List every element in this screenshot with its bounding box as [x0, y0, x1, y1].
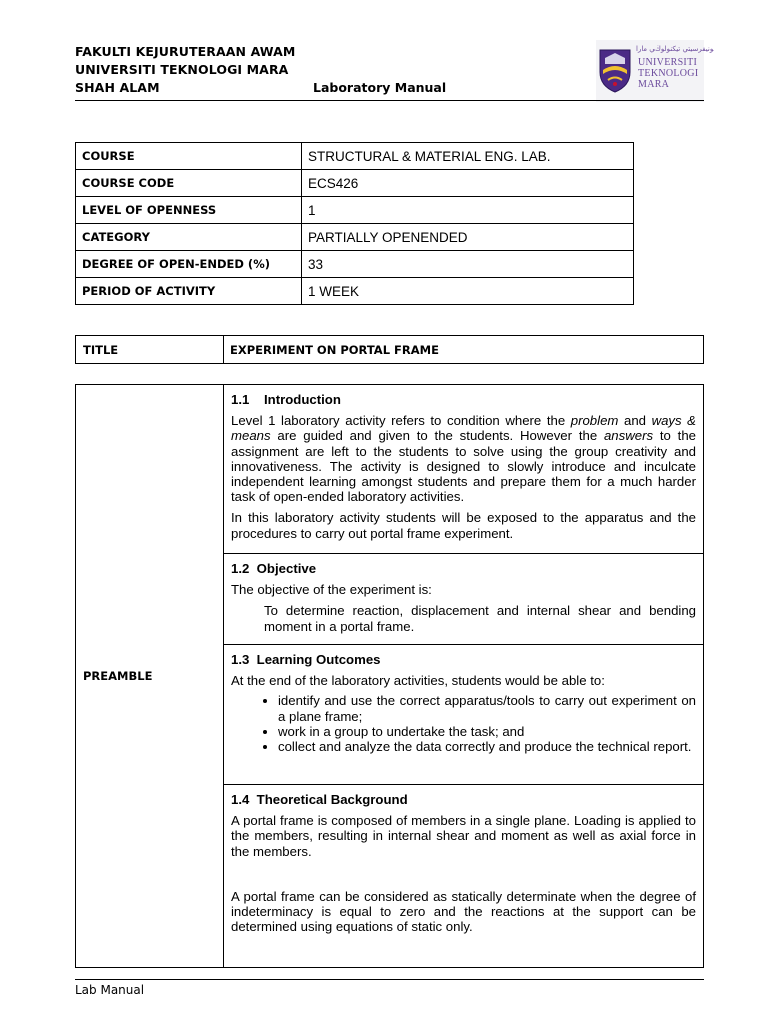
outcomes-list [231, 693, 696, 754]
outcomes-lead: At the end of the laboratory activities, students would be able to: [231, 673, 605, 689]
background-paragraph-2: A portal frame can be considered as statically determinate when the degree of indeterminacy is equal to zero and the reactions at the support can be determined using equations of static only. [231, 888, 696, 935]
degree-label: DEGREE OF OPEN-ENDED (%) [76, 251, 302, 278]
logo-text-line-1: UNIVERSITI [638, 57, 698, 68]
header-rule [75, 100, 704, 101]
text-run: Level 1 laboratory activity refers to condition where the [231, 413, 571, 429]
outcomes-section [224, 645, 704, 785]
uitm-logo [596, 40, 714, 102]
emphasis: answers [603, 428, 654, 444]
course-code-label: COURSE CODE [76, 170, 302, 197]
course-info-table [75, 142, 634, 305]
table-row [76, 170, 634, 197]
intro-paragraph-1 [231, 413, 696, 504]
title-table [75, 335, 704, 364]
section-title: Learning Outcomes [256, 652, 381, 667]
section-title: Theoretical Background [256, 792, 408, 807]
category-value: PARTIALLY OPENENDED [302, 224, 634, 251]
footer-rule [75, 979, 704, 980]
course-value: STRUCTURAL & MATERIAL ENG. LAB. [302, 143, 634, 170]
table-row [76, 224, 634, 251]
section-number: 1.2 [231, 561, 250, 576]
table-row [76, 143, 634, 170]
section-number: 1.1 [231, 392, 250, 407]
background-heading [231, 792, 696, 807]
emphasis: problem [570, 413, 619, 429]
section-number: 1.4 [231, 792, 250, 807]
course-code-value: ECS426 [302, 170, 634, 197]
objective-section [224, 554, 704, 645]
intro-heading [231, 392, 696, 407]
objective-lead: The objective of the experiment is: [231, 582, 432, 598]
preamble-table [75, 384, 704, 968]
list-item: • collect and analyze the data correctly and produce the technical report. [278, 739, 696, 754]
campus-name: SHAH ALAM [75, 80, 160, 95]
table-row [76, 336, 704, 364]
table-row [76, 251, 634, 278]
document-title: Laboratory Manual [313, 80, 447, 95]
period-label: PERIOD OF ACTIVITY [76, 278, 302, 305]
university-name: UNIVERSITI TEKNOLOGI MARA [75, 62, 289, 77]
degree-value: 33 [302, 251, 634, 278]
list-item: • identify and use the correct apparatus/tools to carry out experiment on a plane frame; [278, 693, 696, 723]
category-label: CATEGORY [76, 224, 302, 251]
logo-text-line-3: MARA [638, 79, 670, 90]
emphasis: ways & means [231, 413, 696, 444]
period-value: 1 WEEK [302, 278, 634, 305]
intro-section [224, 385, 704, 554]
faculty-name: FAKULTI KEJURUTERAAN AWAM [75, 44, 296, 59]
objective-heading [231, 561, 696, 576]
intro-paragraph-2: In this laboratory activity students will be exposed to the apparatus and the procedures to carry out portal frame experiment. [231, 510, 696, 541]
table-row [76, 197, 634, 224]
course-label: COURSE [76, 143, 302, 170]
logo-text-line-2: TEKNOLOGI [638, 68, 699, 79]
text-run: and [618, 413, 652, 429]
section-number: 1.3 [231, 652, 250, 667]
table-row [76, 385, 704, 554]
logo-jawi-text: ﻮﻧﻴﻔﺮﺳﻴﺘﻲ ﺗﻴﻜﻨﻮﻟﻮڬﻲ ﻣارا [636, 45, 714, 53]
list-item: • work in a group to undertake the task; and [278, 724, 696, 739]
preamble-label: PREAMBLE [76, 385, 224, 968]
table-row [76, 278, 634, 305]
text-run: to the assignment are left to the students to solve using the group creativity and innovativeness. The activity is designed to slowly introduce and inculcate independent learning amongst students and prepare them for a much harder task of open-ended laboratory activities. [231, 428, 696, 505]
title-value: EXPERIMENT ON PORTAL FRAME [224, 336, 704, 364]
background-paragraph-1: A portal frame is composed of members in a single plane. Loading is applied to the members, resulting in internal shear and moment as well as axial force in the members. [231, 813, 696, 859]
footer-text: Lab Manual [75, 983, 145, 997]
section-title: Objective [256, 561, 317, 576]
openness-value: 1 [302, 197, 634, 224]
text-run: are guided and given to the students. However the [270, 428, 604, 444]
title-label: TITLE [76, 336, 224, 364]
background-section [224, 785, 704, 968]
section-title: Introduction [264, 392, 341, 407]
objective-text: To determine reaction, displacement and internal shear and bending moment in a portal frame. [264, 603, 696, 634]
openness-label: LEVEL OF OPENNESS [76, 197, 302, 224]
outcomes-heading [231, 652, 696, 667]
